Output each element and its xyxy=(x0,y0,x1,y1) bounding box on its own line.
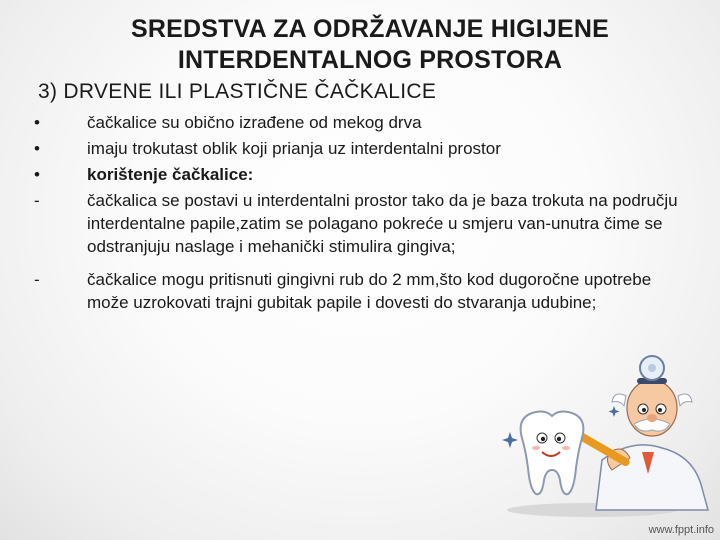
list-item xyxy=(30,163,680,186)
list-item xyxy=(30,137,680,160)
list-item-text: korištenje čačkalice: xyxy=(87,165,254,184)
bullet-marker: • xyxy=(34,165,40,184)
list-item-text: čačkalice mogu pritisnuti gingivni rub do 2 mm,što kod dugoročne upotrebe može uzrokovati trajni gubitak papile i dovesti do stvaranja udubine; xyxy=(87,270,652,312)
dash-marker: - xyxy=(34,191,40,210)
slide-title-line-2: INTERDENTALNOG PROSTORA xyxy=(177,46,563,74)
bullet-list xyxy=(30,111,680,317)
tooth-character xyxy=(521,412,584,495)
list-item-text: imaju trokutast oblik koji prianja uz interdentalni prostor xyxy=(87,139,501,158)
dentist-and-tooth-icon xyxy=(492,320,718,520)
list-item xyxy=(30,189,680,258)
dentist-figure xyxy=(596,356,708,510)
list-item-text: čačkalice su obično izrađene od mekog drva xyxy=(87,113,422,132)
list-item xyxy=(30,268,680,314)
list-item xyxy=(30,111,680,134)
section-subtitle: 3) DRVENE ILI PLASTIČNE ČAČKALICE xyxy=(38,80,437,103)
footer-url: www.fppt.info xyxy=(648,524,714,536)
slide-title-line-1: SREDSTVA ZA ODRŽAVANJE HIGIJENE xyxy=(130,15,609,43)
slide-title xyxy=(60,14,680,76)
bullet-marker: • xyxy=(34,113,40,132)
bullet-marker: • xyxy=(34,139,40,158)
dash-marker: - xyxy=(34,270,40,289)
list-item-text: čačkalica se postavi u interdentalni prostor tako da je baza trokuta na području interdentalne papile,zatim se polagano pokreće u smjeru van-unutra čime se odstranjuju naslage i mehanički stimulira gingiva; xyxy=(87,191,678,256)
